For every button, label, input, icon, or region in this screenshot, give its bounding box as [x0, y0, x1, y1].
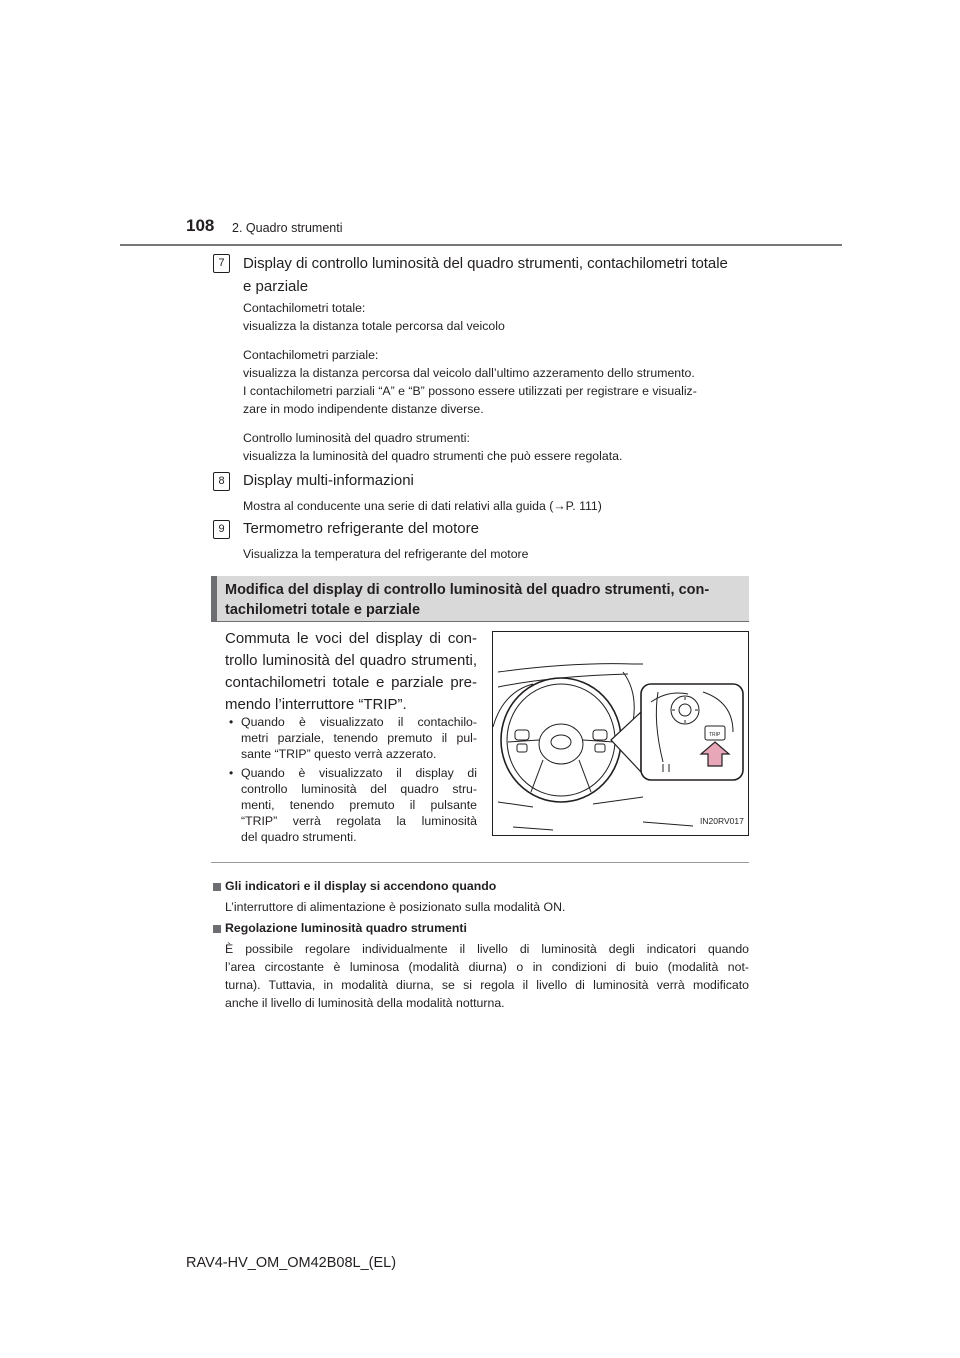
note-square-icon — [213, 883, 221, 891]
bullet-line: “TRIP” verrà regolata la luminosità — [241, 814, 477, 828]
bullet-line: Quando è visualizzato il contachilo- — [241, 715, 477, 729]
note-line: È possibile regolare individualmente il livello di luminosità degli indicatori quando — [225, 942, 749, 956]
item-title — [243, 252, 749, 298]
item-number-badge: 8 — [213, 472, 230, 491]
note-text: L’interruttore di alimentazione è posizionato sulla modalità ON. — [225, 900, 566, 914]
paragraph-line: visualizza la luminosità del quadro strumenti che può essere regolata. — [243, 449, 623, 463]
model-code: RAV4-HV_OM_OM42B08L_(EL) — [186, 1255, 397, 1271]
item-description: Mostra al conducente una serie di dati relativi alla guida (→P. 111) — [243, 499, 602, 513]
paragraph-line: I contachilometri parziali “A” e “B” possono essere utilizzati per registrare e visualiz- — [243, 384, 697, 398]
notes-divider — [211, 862, 749, 863]
body-line: Commuta le voci del display di con- — [225, 630, 477, 647]
bullet-line: del quadro strumenti. — [241, 830, 357, 844]
page-number: 108 — [186, 216, 215, 235]
paragraph-line: Contachilometri totale: — [243, 301, 366, 315]
bullet-line: metri parziale, tenendo premuto il pul- — [241, 731, 477, 745]
note-heading: Gli indicatori e il display si accendono quando — [225, 879, 497, 893]
paragraph-line: visualizza la distanza totale percorsa dal veicolo — [243, 319, 505, 333]
body-line: trollo luminosità del quadro strumenti, — [225, 652, 477, 669]
item-paragraph — [243, 299, 749, 335]
item-description: Visualizza la temperatura del refrigerante del motore — [243, 547, 529, 561]
steering-wheel-illustration — [492, 631, 749, 836]
bullet-line: sante “TRIP” questo verrà azzerato. — [241, 747, 437, 761]
section-heading-line: tachilometri totale e parziale — [225, 602, 421, 618]
steering-wheel-drawing — [493, 632, 748, 835]
figure-code: IN20RV017 — [700, 816, 744, 826]
section-heading-line: Modifica del display di controllo luminosità del quadro strumenti, con- — [225, 582, 710, 598]
header-rule — [120, 244, 842, 246]
body-line: contachilometri totale e parziale pre- — [225, 674, 477, 691]
note-heading: Regolazione luminosità quadro strumenti — [225, 921, 467, 935]
bullet-item — [241, 765, 477, 845]
bullet-item — [241, 714, 477, 762]
item-paragraph — [243, 429, 749, 465]
paragraph-line: visualizza la distanza percorsa dal veicolo dall’ultimo azzeramento dello strumento. — [243, 366, 695, 380]
paragraph-line: Contachilometri parziale: — [243, 348, 379, 362]
item-paragraph — [243, 346, 749, 418]
item-title: Display multi-informazioni — [243, 472, 414, 489]
item-title-line: Display di controllo luminosità del quadro strumenti, contachilometri totale — [243, 255, 728, 272]
bullet-dot: • — [229, 715, 234, 729]
note-square-icon — [213, 925, 221, 933]
item-title-line: e parziale — [243, 278, 309, 295]
chapter-title: 2. Quadro strumenti — [232, 221, 343, 235]
section-body — [225, 628, 477, 716]
item-number-badge: 9 — [213, 520, 230, 539]
note-line: l’area circostante è luminosa (modalità diurna) o in condizioni di buio (modalità not- — [225, 960, 749, 974]
item-number-badge: 7 — [213, 254, 230, 273]
paragraph-line: Controllo luminosità del quadro strumenti: — [243, 431, 470, 445]
item-title: Termometro refrigerante del motore — [243, 520, 479, 537]
section-heading — [225, 580, 745, 620]
trip-button-label: TRIP — [709, 732, 721, 738]
note-line: anche il livello di luminosità della modalità notturna. — [225, 996, 505, 1010]
bullet-line: Quando è visualizzato il display di — [241, 766, 477, 780]
note-text — [225, 940, 749, 1012]
note-line: turna). Tuttavia, in modalità diurna, se si regola il livello di luminosità verrà modificato — [225, 978, 749, 992]
paragraph-line: zare in modo indipendente distanze diverse. — [243, 402, 484, 416]
bullet-line: controllo luminosità del quadro stru- — [241, 782, 477, 796]
bullet-dot: • — [229, 766, 234, 780]
body-line: mendo l’interruttore “TRIP”. — [225, 696, 407, 713]
bullet-line: menti, tenendo premuto il pulsante — [241, 798, 477, 812]
